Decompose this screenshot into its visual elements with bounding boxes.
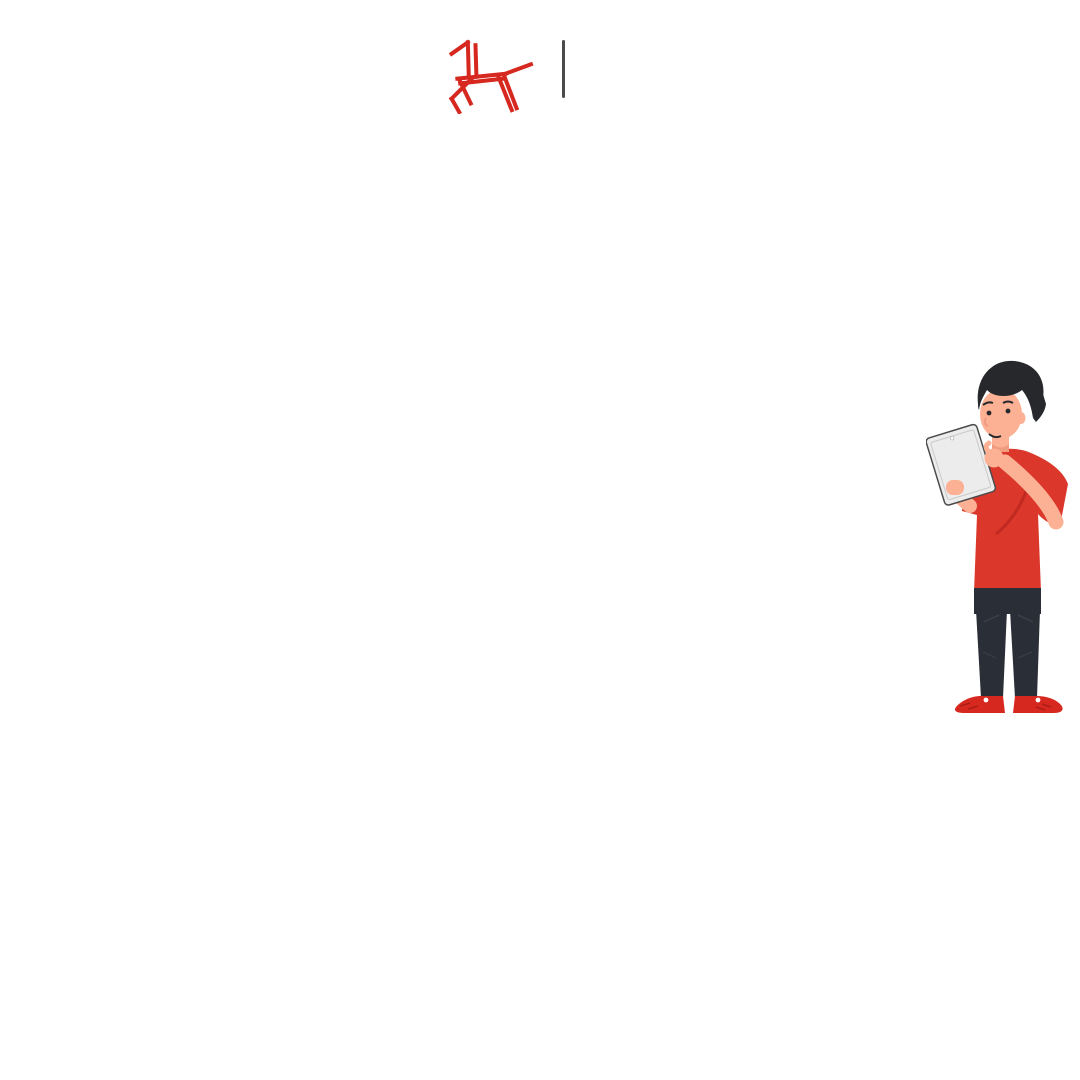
- section2-title-banner: [0, 710, 1080, 818]
- tablet-icon: [926, 424, 996, 506]
- section2-content: [0, 818, 1080, 1080]
- brand-block: [593, 67, 643, 74]
- man-illustration: [926, 352, 1078, 718]
- header: [0, 0, 1080, 138]
- section1-content: [0, 248, 1080, 710]
- bg-pattern-bottom: [0, 818, 1080, 1080]
- chair-logo-icon: [438, 28, 534, 114]
- logo-divider: [562, 40, 565, 98]
- bg-pattern-top: [0, 248, 1080, 710]
- section1-title-banner: [0, 138, 1080, 248]
